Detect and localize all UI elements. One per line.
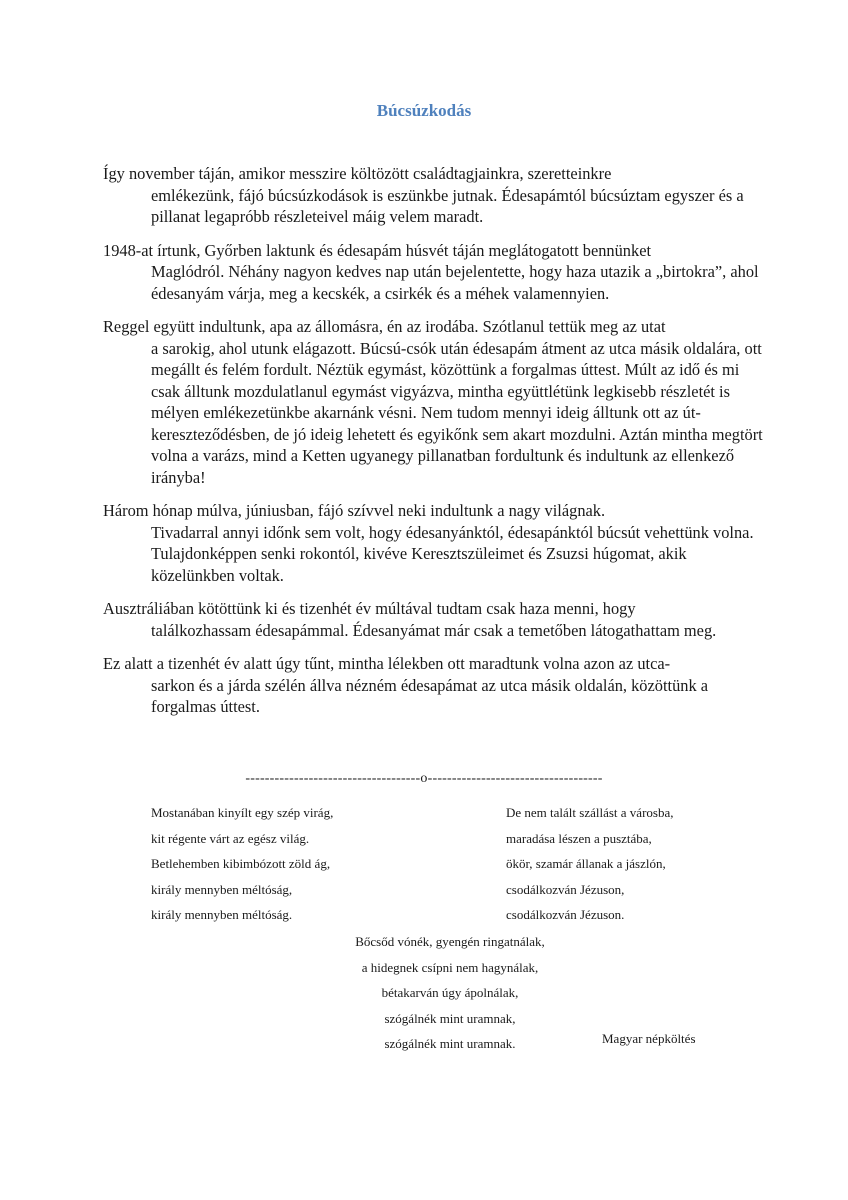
text-line: Ez alatt a tizenhét év alatt úgy tűnt, mintha lélekben ott maradtunk volna azon az utca-: [103, 654, 671, 673]
paragraph-1: [103, 163, 743, 228]
text-line: forgalmas úttest.: [151, 697, 260, 716]
paragraph-2: [103, 240, 759, 305]
paragraph-4: [103, 500, 754, 586]
poem-line: szógálnék mint uramnak,: [384, 1010, 516, 1026]
poem-line: ökör, szamár állanak a jászlón,: [506, 856, 666, 871]
text-line: Tivadarral annyi időnk sem volt, hogy édesanyánktól, édesapánktól búcsút vehettünk volna.: [151, 522, 754, 542]
text-line: édesanyám várja, meg a kecskék, a csirkék és a méhek valamennyien.: [151, 283, 610, 303]
text-line: Reggel együtt indultunk, apa az állomásra, én az irodába. Szótlanul tettük meg az utat: [103, 317, 666, 336]
text-line: Tulajdonképpen senki rokontól, kivéve Keresztszüleimet és Zsuzsi húgomat, akik: [151, 544, 687, 563]
poem-line: Betlehemben kibimbózott zöld ág,: [151, 856, 331, 871]
poem-line: csodálkozván Jézuson.: [506, 907, 625, 922]
text-line: volna a varázs, mind a Ketten ugyanegy pillanatban fordultunk és indultunk az ellenkező: [151, 446, 735, 465]
text-line: sarkon és a járda szélén állva nézném édesapámat az utca másik oldalán, közöttünk a: [151, 675, 709, 695]
text-line: találkozhassam édesapámmal. Édesanyámat már csak a temetőben látogathattam meg.: [151, 620, 717, 640]
poem-line: király mennyben méltóság,: [151, 881, 293, 897]
poem-line: De nem talált szállást a városba,: [506, 805, 674, 820]
poem-stanza-left: [151, 800, 333, 928]
poem-line: szógálnék mint uramnak.: [384, 1036, 516, 1051]
text-line: Maglódról. Néhány nagyon kedves nap után bejelentette, hogy haza utazik a „birtokra”, ahol: [151, 262, 759, 281]
text-line: Három hónap múlva, júniusban, fájó szívvel neki indultunk a nagy világnak.: [103, 501, 606, 520]
text-line: mélyen emlékezetünkbe akarnánk vésni. Nem tudom mennyi ideig álltunk ott az út-: [151, 403, 701, 422]
poem-line: maradása lészen a pusztába,: [506, 830, 652, 846]
poem-line: király mennyben méltóság.: [151, 907, 293, 922]
poem-stanza-right: [506, 800, 674, 928]
text-line: közelünkben voltak.: [151, 565, 284, 585]
text-line: a sarokig, ahol utunk elágazott. Búcsú-csók után édesapám átment az utca másik oldalára, ott: [151, 338, 762, 358]
text-line: 1948-at írtunk, Győrben laktunk és édesapám húsvét táján meglátogatott bennünket: [103, 240, 652, 260]
text-line: csak álltunk mozdulatlanul egymást vigyázva, mintha együttlétünk legkisebb részletét is: [151, 381, 730, 401]
paragraph-6: [103, 653, 743, 718]
document-title: Búcsúzkodás: [376, 101, 472, 120]
text-line: megállt és felém fordult. Néztük egymást, közöttünk a forgalmas úttest. Múlt az idő és mi: [151, 360, 740, 379]
poem-line: bétakarván úgy ápolnálak,: [381, 985, 519, 1000]
text-line: pillanat legapróbb részleteivel máig velem maradt.: [151, 207, 484, 226]
text-line: kereszteződésben, de jó ideig lehetett és egyikőnk sem akart mozdulni. Aztán mintha megtört: [151, 424, 763, 444]
poem-attribution: Magyar népköltés: [602, 1031, 696, 1046]
poem-stanza-center: [300, 929, 600, 1057]
poem-line: csodálkozván Jézuson,: [506, 881, 625, 897]
paragraph-3: [103, 316, 763, 488]
poem-line: kit régente várt az egész világ.: [151, 830, 310, 846]
body-text: [103, 163, 763, 730]
text-line: emlékezünk, fájó búcsúzkodások is eszünkbe jutnak. Édesapámtól búcsúztam egyszer és a: [151, 185, 744, 205]
poem-line: Mostanában kinyílt egy szép virág,: [151, 805, 334, 820]
text-line: Így november táján, amikor messzire költözött családtagjainkra, szeretteinkre: [103, 164, 612, 183]
text-line: irányba!: [151, 467, 206, 487]
text-line: Ausztráliában kötöttünk ki és tizenhét év múltával tudtam csak haza menni, hogy: [103, 599, 636, 618]
poem-line: a hidegnek csípni nem hagynálak,: [361, 959, 539, 975]
section-divider: ------------------------------------o------------------------------------: [245, 771, 603, 786]
paragraph-5: [103, 598, 743, 641]
poem-line: Bőcsőd vónék, gyengén ringatnálak,: [355, 934, 545, 949]
